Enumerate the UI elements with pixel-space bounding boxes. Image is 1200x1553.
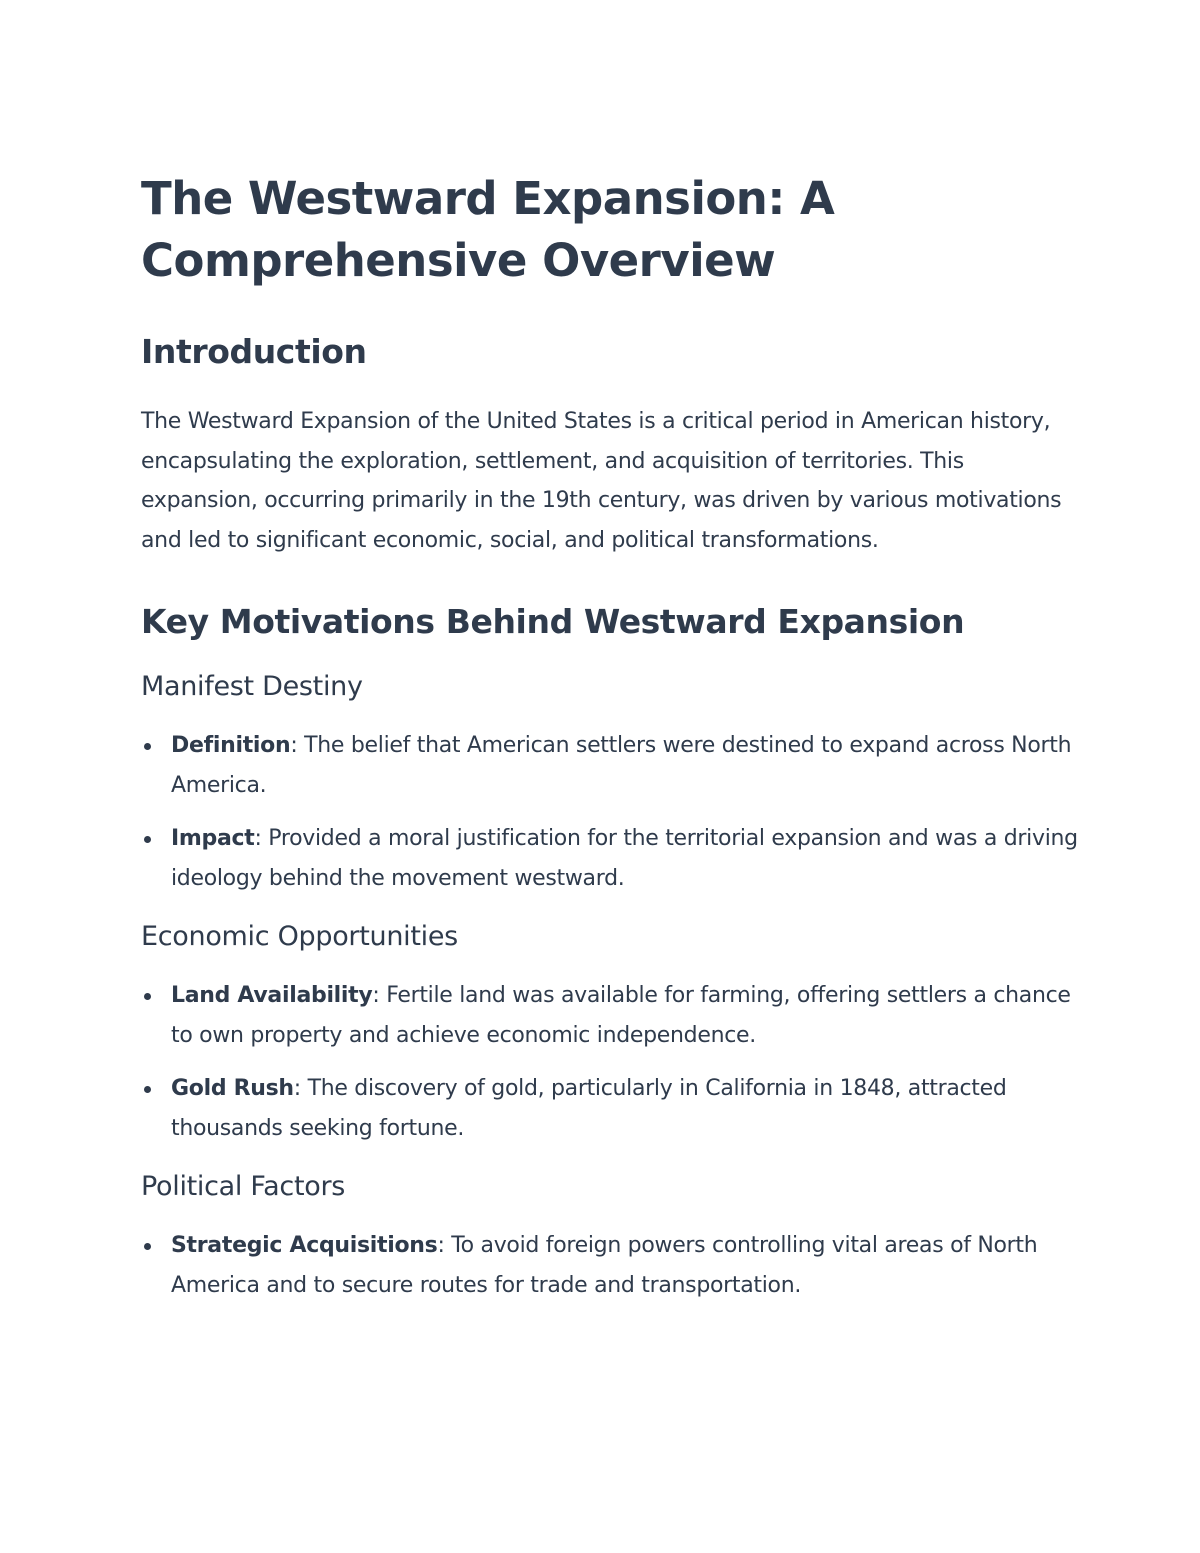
manifest-destiny-list <box>141 726 1080 898</box>
list-item <box>141 819 1080 898</box>
economic-opportunities-heading: Economic Opportunities <box>141 921 458 952</box>
motivations-heading: Key Motivations Behind Westward Expansion <box>141 602 965 641</box>
list-item <box>141 1226 1080 1305</box>
bullet-icon <box>144 993 151 1000</box>
list-item-term: Impact <box>171 826 255 851</box>
bullet-icon <box>144 1086 151 1093</box>
list-item-text: : Fertile land was available for farming, offering settlers a chance to own property and achieve economic independence. <box>171 983 1071 1048</box>
list-item-term: Strategic Acquisitions <box>171 1233 438 1258</box>
list-item <box>141 976 1080 1055</box>
political-factors-heading: Political Factors <box>141 1171 346 1202</box>
list-item-term: Definition <box>171 733 291 758</box>
list-item <box>141 726 1080 805</box>
list-item-term: Land Availability <box>171 983 373 1008</box>
manifest-destiny-heading: Manifest Destiny <box>141 671 363 702</box>
list-item-term: Gold Rush <box>171 1076 294 1101</box>
list-item-text: : To avoid foreign powers controlling vital areas of North America and to secure routes for trade and transportation. <box>171 1233 1038 1298</box>
list-item-text: : The discovery of gold, particularly in California in 1848, attracted thousands seeking fortune. <box>171 1076 1007 1141</box>
introduction-heading: Introduction <box>141 332 367 371</box>
political-factors-list <box>141 1226 1080 1305</box>
bullet-icon <box>144 1243 151 1250</box>
list-item-text: : Provided a moral justification for the territorial expansion and was a driving ideology behind the movement westward. <box>171 826 1078 891</box>
document-title: The Westward Expansion: A Comprehensive Overview <box>141 172 835 287</box>
introduction-paragraph: The Westward Expansion of the United States is a critical period in American history, encapsulating the exploration, settlement, and acquisition of territories. This expansion, occurring primarily in the 19th century, was driven by various motivations and led to significant economic, social, and political transformations. <box>141 409 1062 553</box>
list-item-text: : The belief that American settlers were destined to expand across North America. <box>171 733 1072 798</box>
bullet-icon <box>144 743 151 750</box>
economic-opportunities-list <box>141 976 1080 1148</box>
list-item <box>141 1069 1080 1148</box>
bullet-icon <box>144 836 151 843</box>
